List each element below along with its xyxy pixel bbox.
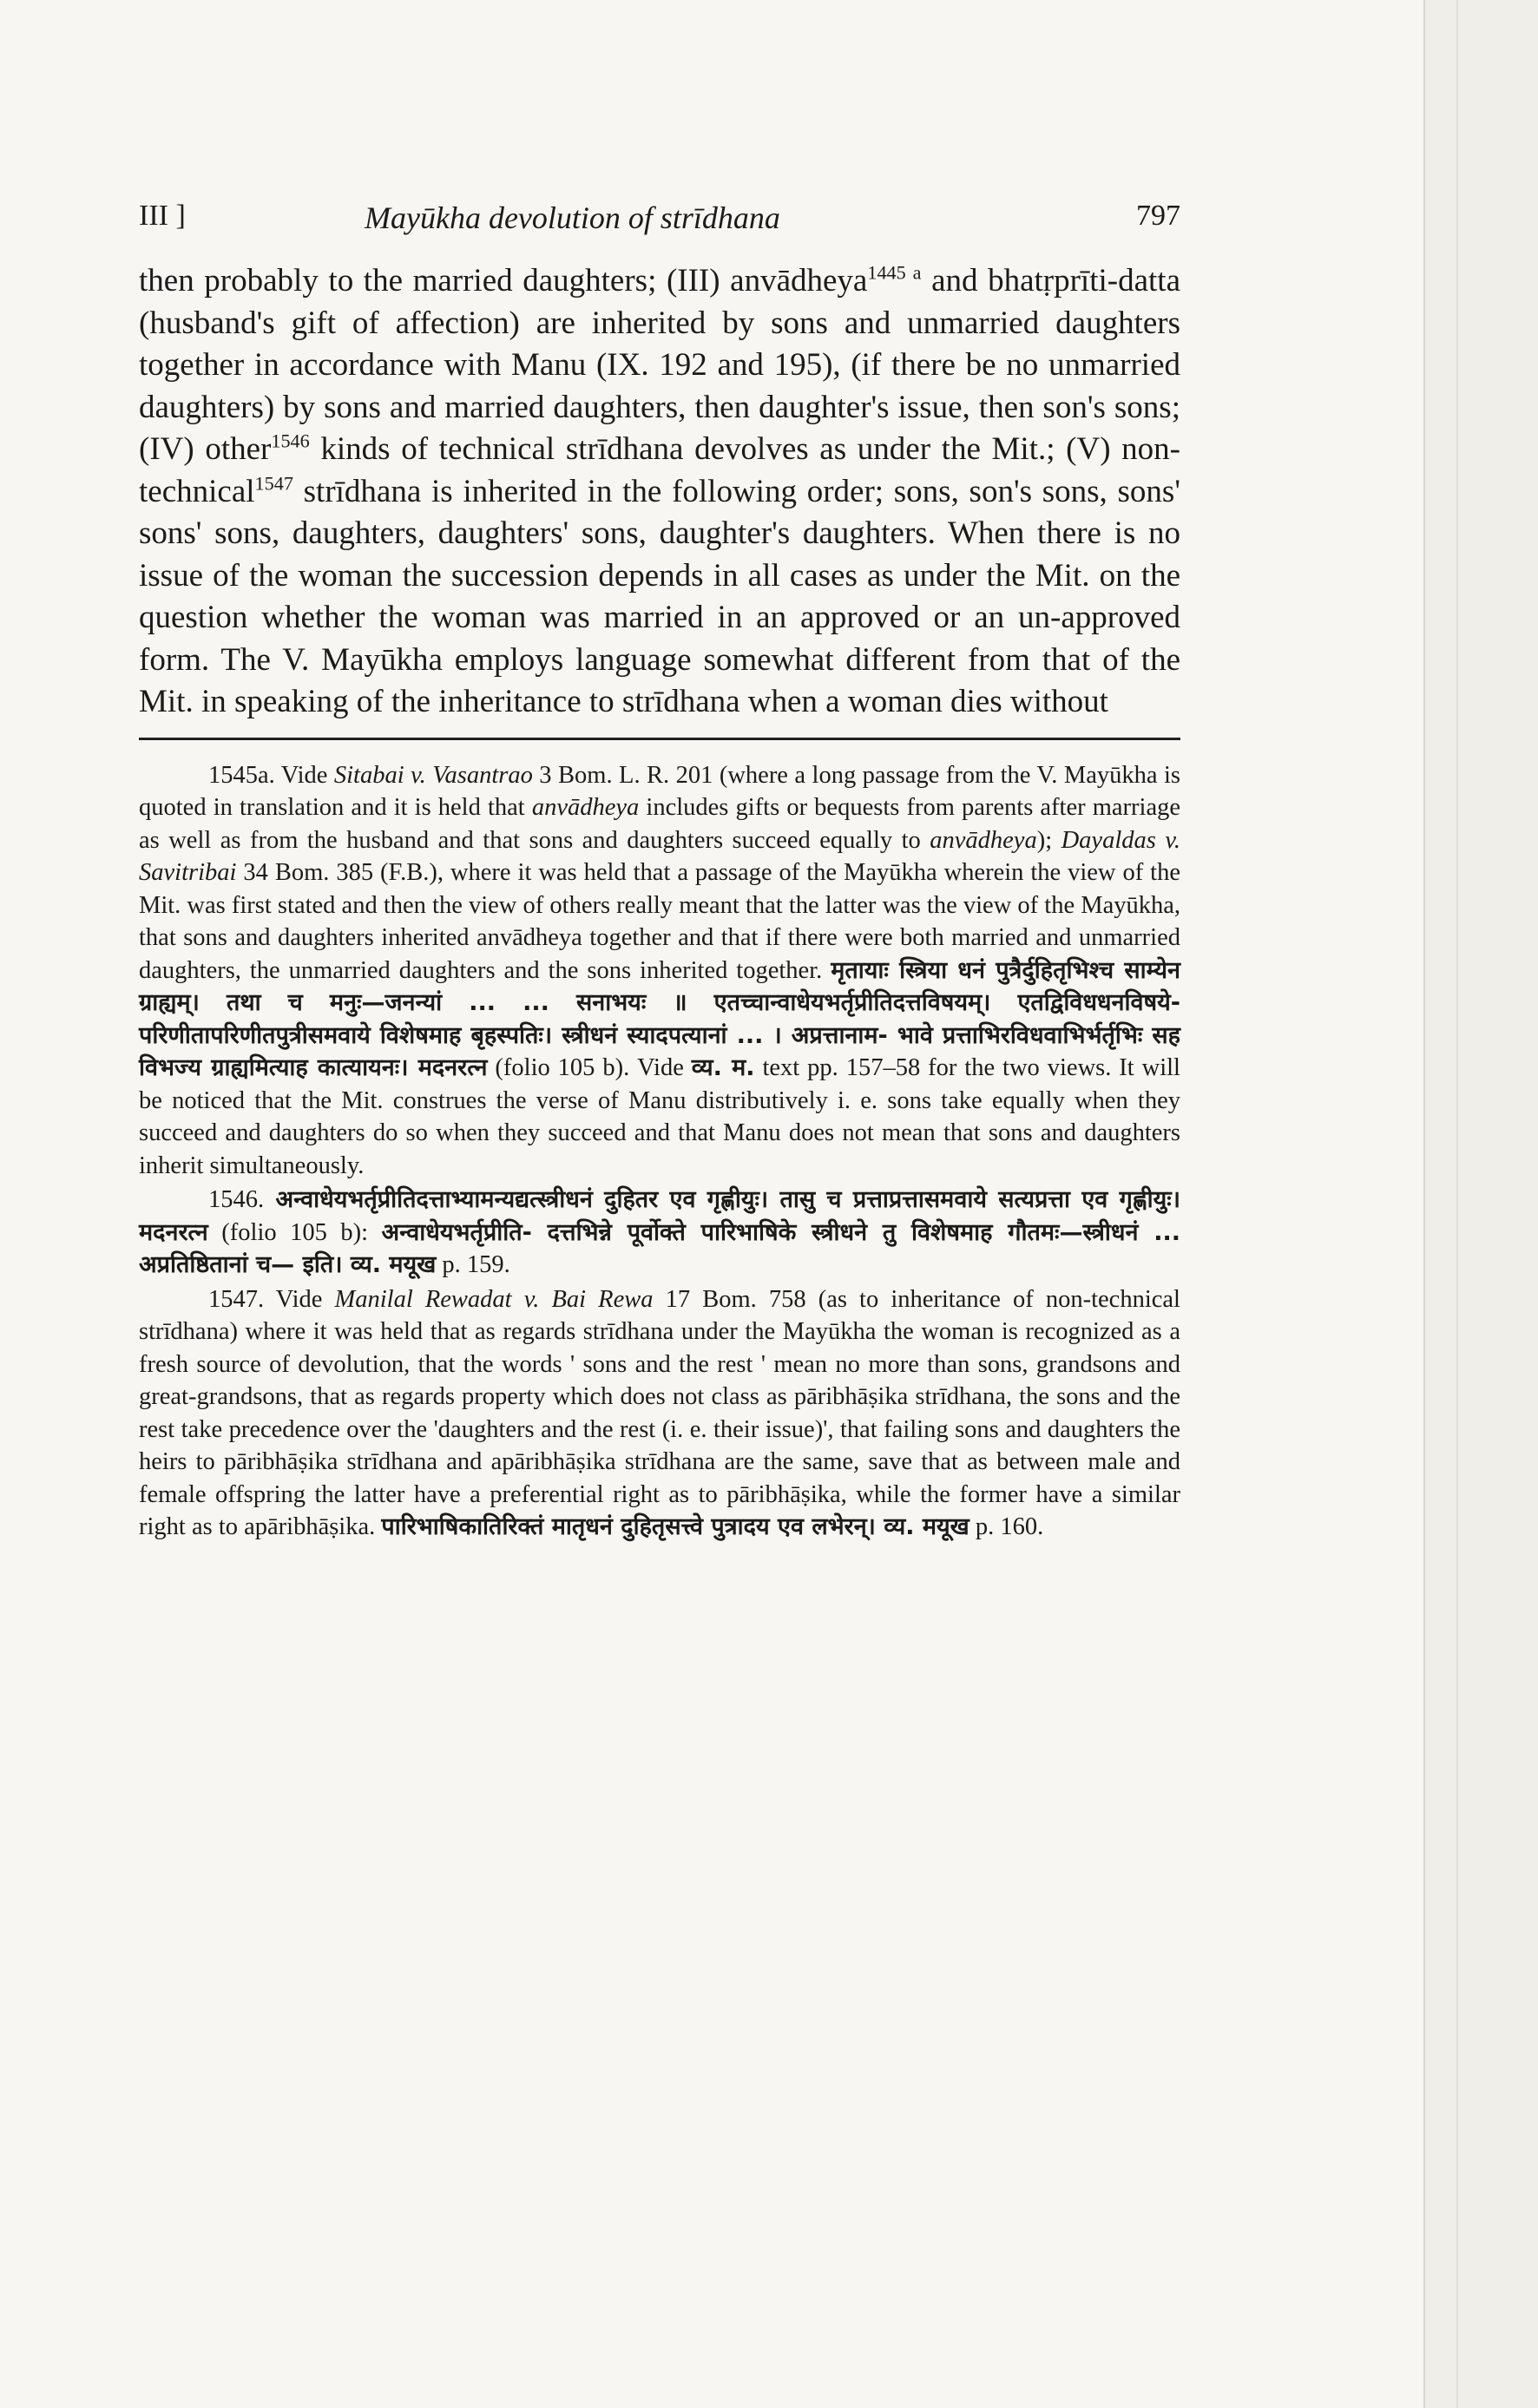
- body-text-1: then probably to the married daughters; (III) anvādheya: [139, 263, 868, 299]
- sanskrit-term: anvādheya: [930, 826, 1037, 854]
- fn-text: p. 160.: [969, 1513, 1044, 1540]
- fn-text: 17 Bom. 758 (as to inheritance of non-technical strīdhana) where it was held that as regards strīdhana under the Mayūkha the woman is recognized as a fresh source of devolution, that the words ' sons and the rest ' mean no more than sons, grandsons and great-grandsons, that as regards property which does not class as pāribhāṣika strīdhana, the sons and the rest take precedence over the 'daughters and the rest (i. e. their issue)', that failing sons and daughters the heirs to pāribhāṣika strīdhana and apāribhāṣika strīdhana are the same, save that as between male and female offspring the latter have a preferential right as to pāribhāṣika, while the former have a similar right as to apāribhāṣika.: [139, 1285, 1180, 1540]
- fn-text: text pp. 157–58 for the two views. It will be noticed that the Mit. construes the verse of Manu distributively i. e. sons take equally when they succeed and daughters do so when they succeed and that Manu does not mean that sons and daughters inherit simultaneously.: [139, 1054, 1180, 1179]
- fn-text: );: [1036, 826, 1061, 854]
- sanskrit-term: anvādheya: [531, 794, 640, 821]
- footnote-number: 1546.: [208, 1186, 265, 1213]
- sanskrit-quotation: अन्वाधेयभर्तृप्रीति- दत्तभिन्ने पूर्वोक्ते पारिभाषिके स्त्रीधने तु विशेषमाह गौतमः—स्त्रीधनं ... अप्रतिष्ठितानां च— इति। व्य. मयूख: [139, 1218, 1180, 1278]
- footnote-1545a: [139, 759, 1180, 1183]
- fn-text: (folio 105 b). Vide: [487, 1054, 692, 1081]
- body-text-2: and bhatṛprīti-datta (husband's gift of affection) are inherited by sons and unmarried daughters together in accordance with Manu (IX. 192 and 195), (if there be no unmarried daughters) by sons and married daughters, then daughter's issue, then son's sons; (IV) other: [139, 263, 1180, 467]
- case-citation: Manilal Rewadat v. Bai Rewa: [334, 1285, 654, 1313]
- footnote-number: 1547.: [208, 1285, 265, 1313]
- fn-text: 34 Bom. 385 (F.B.), where it was held that a passage of the Mayūkha wherein the view of the Mit. was first stated and then the view of others really meant that the latter was the view of the Mayūkha, that sons and daughters inherited anvādheya together and that if there were both married and unmarried daughters, the unmarried daughters and the sons inherited together.: [139, 859, 1180, 984]
- body-text-4: strīdhana is inherited in the following order; sons, son's sons, sons' sons' sons, daughters, daughters' sons, daughter's daughters. When there is no issue of the woman the succession depends in all cases as under the Mit. on the question whether the woman was married in an approved or an un-approved form. The V. Mayūkha employs language somewhat different from that of the Mit. in speaking of the inheritance to strīdhana when a woman dies without: [139, 473, 1180, 719]
- running-header: [139, 174, 1180, 234]
- fn-text: (folio 105 b):: [207, 1218, 382, 1246]
- footnote-ref-1545a: 1445 a: [867, 261, 922, 284]
- footnote-rule: [139, 738, 1180, 740]
- fn-text: includes gifts or bequests from parents after marriage as well as from the husband and that sons and daughters succeed equally to: [139, 794, 1180, 854]
- sanskrit-quotation: मृतायाः स्त्रिया धनं पुत्रैर्दुहितृभिश्च साम्येन ग्राह्यम्। तथा च मनुः—जनन्यां ... ... सनाभयः ॥ एतच्चान्वाधेयभर्तृप्रीतिदत्तविषयम्। एतद्विविधधनविषये- परिणीतापरिणीतपुत्रीसमवाये विशेषमाह बृहस्पतिः। स्त्रीधनं स्यादपत्यानां ... । अप्रत्तानाम- भावे प्रत्ताभिरविधवाभिर्भर्तृभिः सह विभज्य ग्राह्यमित्याह कात्यायनः। मदनरत्न: [139, 956, 1180, 1081]
- fn-text: Vide: [274, 761, 334, 789]
- spine-line: [1456, 0, 1458, 2408]
- footnote-ref-1547: 1547: [254, 472, 293, 495]
- footnote-number: 1545a.: [208, 761, 275, 789]
- body-text-3: kinds of technical strīdhana devolves as under the Mit.; (V) non-technical: [139, 431, 1180, 509]
- running-title: Mayūkha devolution of strīdhana: [365, 200, 780, 235]
- case-citation: Sitabai v. Vasantrao: [333, 761, 533, 789]
- case-citation: Dayaldas v. Savitribai: [139, 826, 1180, 886]
- fn-text: Vide: [264, 1285, 335, 1313]
- book-page: [139, 174, 1180, 1544]
- sanskrit-quotation: अन्वाधेयभर्तृप्रीतिदत्ताभ्यामन्यद्यत्स्त्रीधनं दुहितर एव गृह्णीयुः। तासु च प्रत्ताप्रत्तासमवाये सत्यप्रत्ता एव गृह्णीयुः। मदनरत्न: [139, 1186, 1180, 1246]
- footnote-1547: [139, 1283, 1180, 1544]
- section-number: III ]: [139, 200, 186, 232]
- fn-text: p. 159.: [436, 1251, 510, 1278]
- main-paragraph: [139, 260, 1180, 724]
- book-spine-margin: [1423, 0, 1538, 2408]
- footnote-1546: [139, 1184, 1180, 1282]
- footnote-ref-1546: 1546: [271, 430, 310, 452]
- sanskrit-abbrev: व्य. म.: [691, 1054, 755, 1081]
- page-number: 797: [1136, 200, 1180, 232]
- sanskrit-quotation: पारिभाषिकातिरिक्तं मातृधनं दुहितृसत्त्वे पुत्रादय एव लभेरन्। व्य. मयूख: [381, 1513, 969, 1540]
- fn-text: 3 Bom. L. R. 201 (where a long passage from the V. Mayūkha is quoted in translation and it is held that: [139, 761, 1181, 821]
